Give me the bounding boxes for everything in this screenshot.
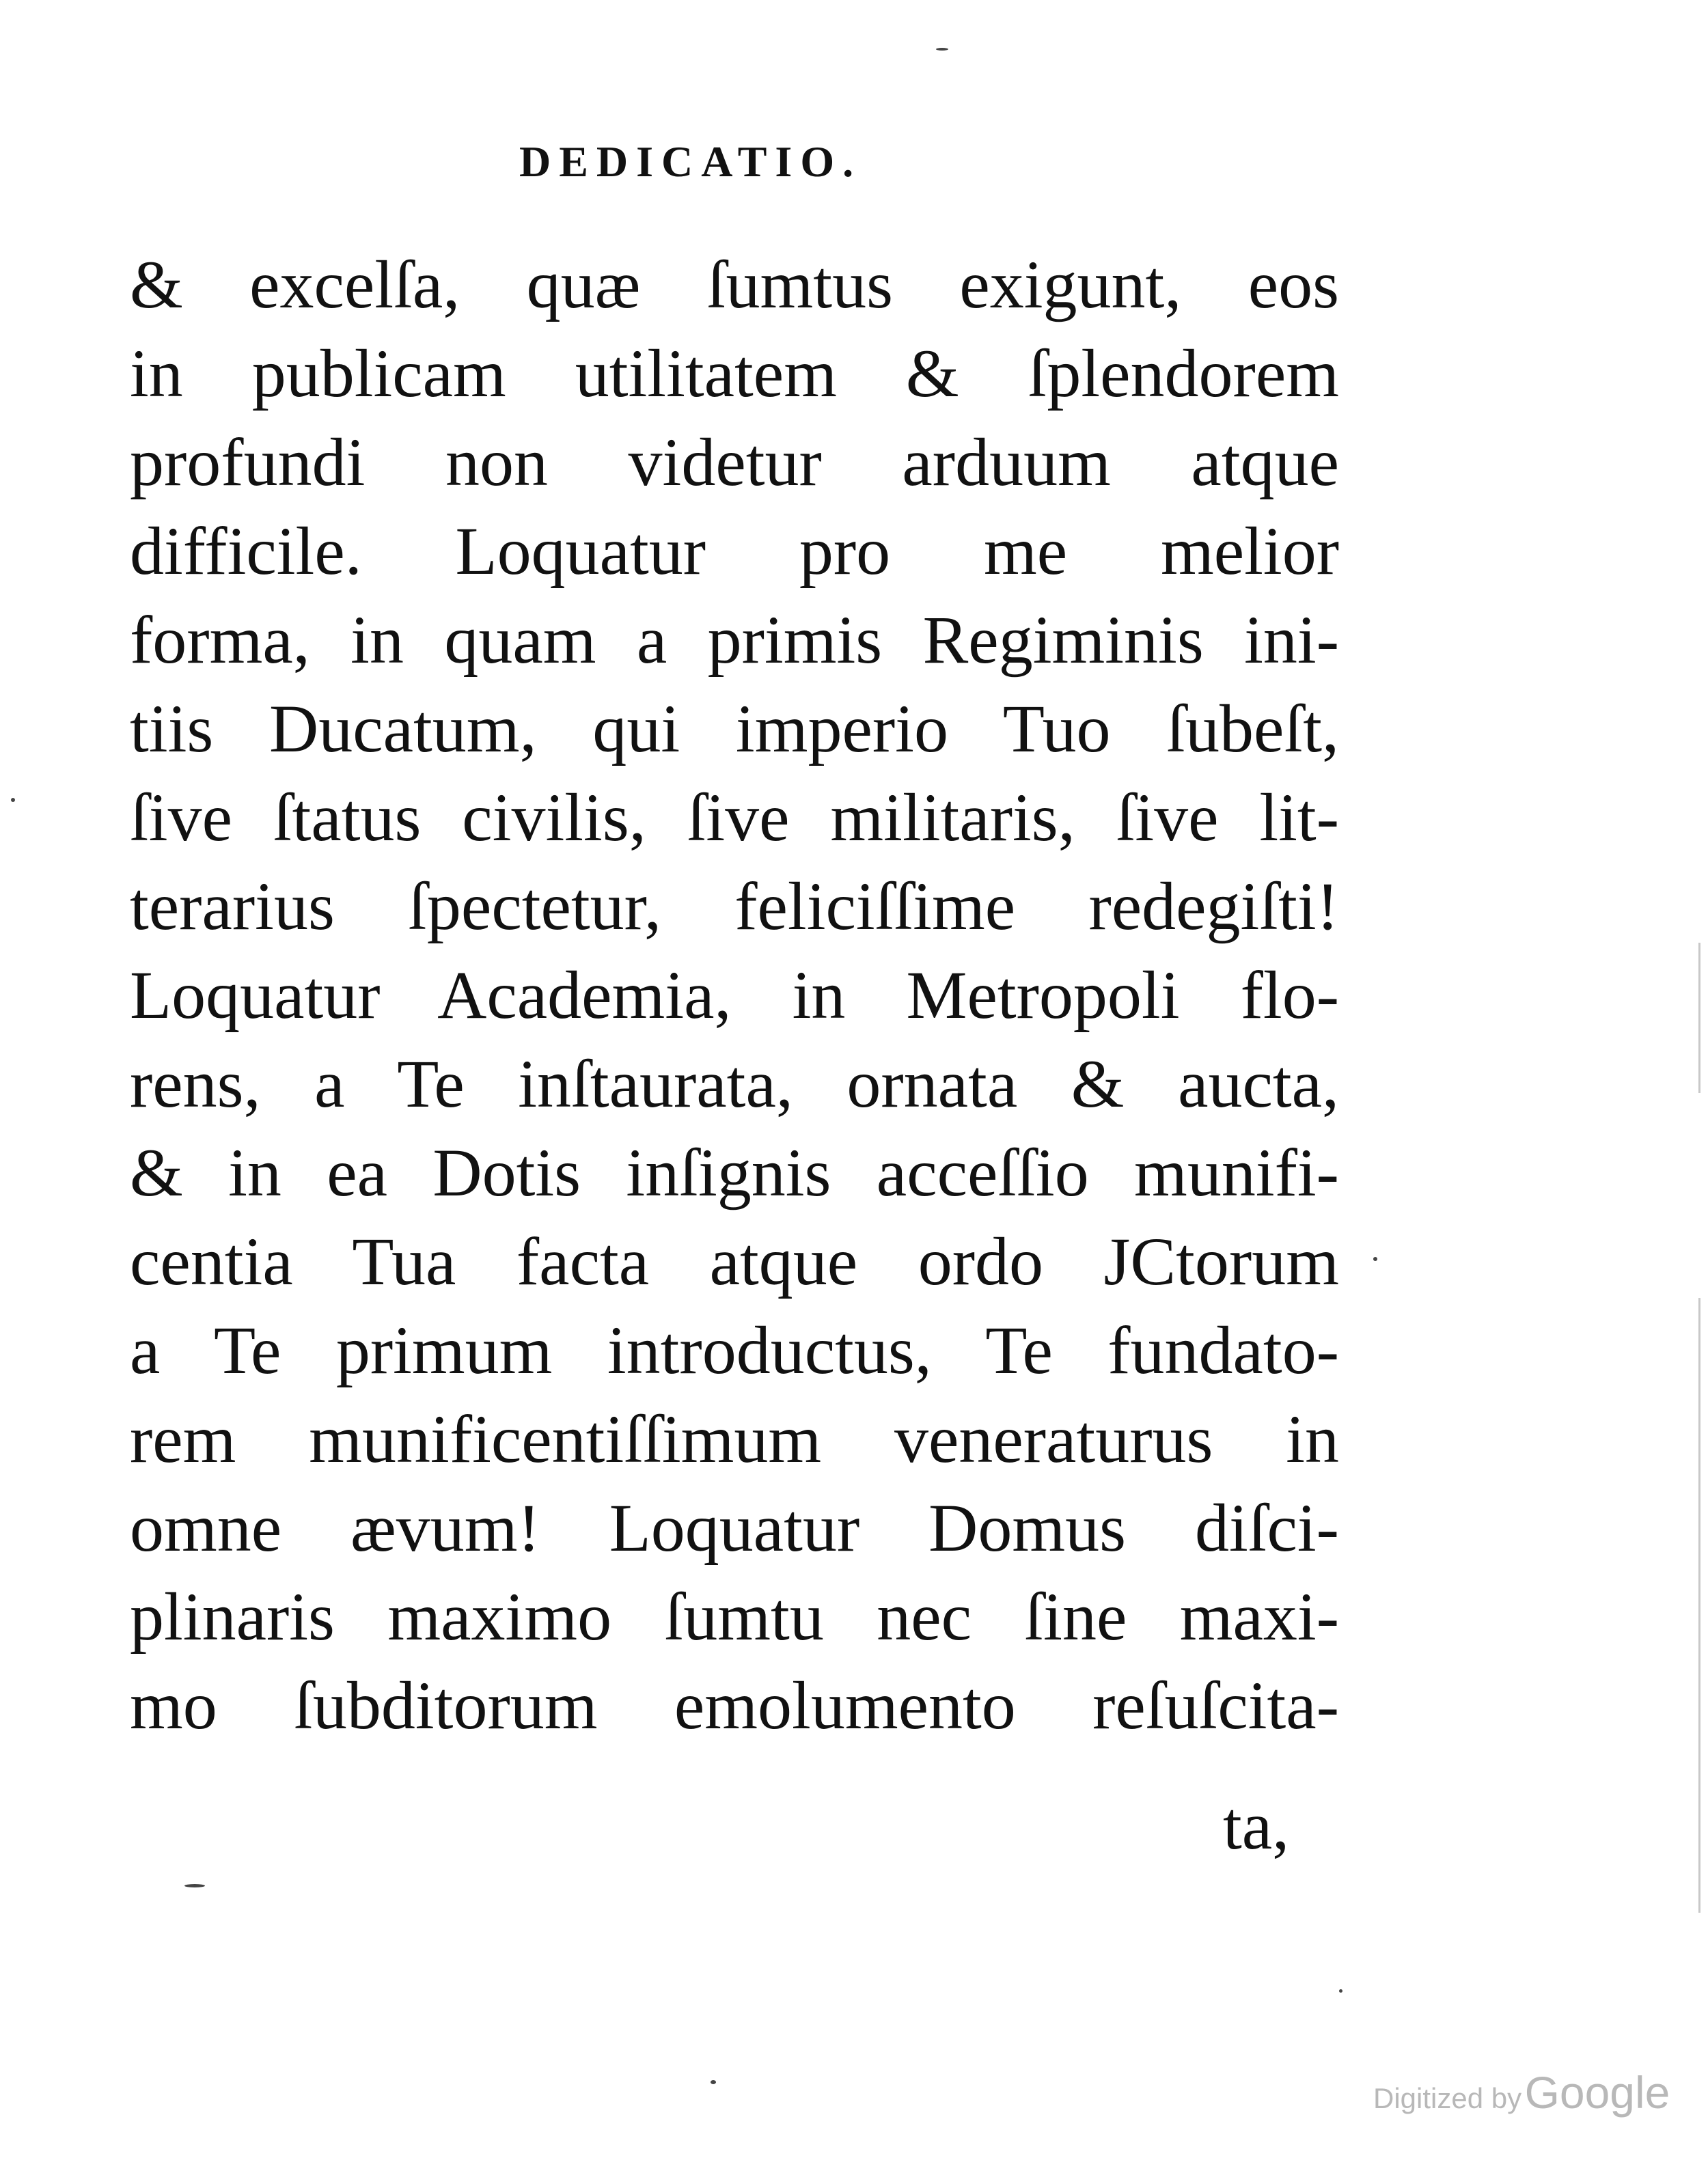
- watermark-brand: Google: [1524, 2067, 1670, 2118]
- text-line: tiis Ducatum, qui imperio Tuo ſubeſt,: [130, 691, 1339, 766]
- text-line: profundi non videtur arduum atque: [130, 424, 1339, 500]
- text-line: forma, in quam a primis Regiminis ini-: [130, 602, 1339, 678]
- text-line: in publicam utilitatem & ſplendorem: [130, 335, 1339, 411]
- text-line: Loquatur Academia, in Metropoli flo-: [130, 957, 1339, 1033]
- scan-speck: [184, 1884, 205, 1887]
- text-line: omne ævum! Loquatur Domus diſci-: [130, 1490, 1339, 1566]
- text-line: centia Tua facta atque ordo JCtorum: [130, 1223, 1339, 1299]
- page-edge: [1698, 943, 1700, 1093]
- catchword: ta,: [1223, 1788, 1290, 1864]
- scan-speck: [1373, 1257, 1377, 1261]
- scan-speck: [711, 2080, 716, 2084]
- scan-speck: [11, 798, 15, 802]
- text-line: rem munificentiſſimum veneraturus in: [130, 1401, 1339, 1477]
- watermark-prefix: Digitized by: [1373, 2082, 1522, 2114]
- scan-speck: [1339, 1989, 1342, 1993]
- text-line: mo ſubditorum emolumento reſuſcita-: [130, 1667, 1339, 1743]
- text-line: ſive ſtatus civilis, ſive militaris, ſive lit-: [130, 779, 1339, 855]
- body-text: [130, 240, 1339, 1750]
- text-line: rens, a Te inſtaurata, ornata & aucta,: [130, 1046, 1339, 1122]
- text-line: a Te primum introductus, Te fundato-: [130, 1312, 1339, 1388]
- text-line: difficile. Loquatur pro me melior: [130, 513, 1339, 589]
- running-head: DEDICATIO.: [519, 137, 862, 186]
- page-edge: [1698, 1298, 1700, 1913]
- text-line: terarius ſpectetur, feliciſſime redegiſti!: [130, 868, 1339, 944]
- scan-speck: [936, 48, 948, 51]
- text-line: plinaris maximo ſumtu nec ſine maxi-: [130, 1579, 1339, 1655]
- digitized-watermark: [1373, 2066, 1670, 2118]
- text-line: & in ea Dotis inſignis acceſſio munifi-: [130, 1135, 1339, 1210]
- text-line: & excelſa, quæ ſumtus exigunt, eos: [130, 247, 1339, 322]
